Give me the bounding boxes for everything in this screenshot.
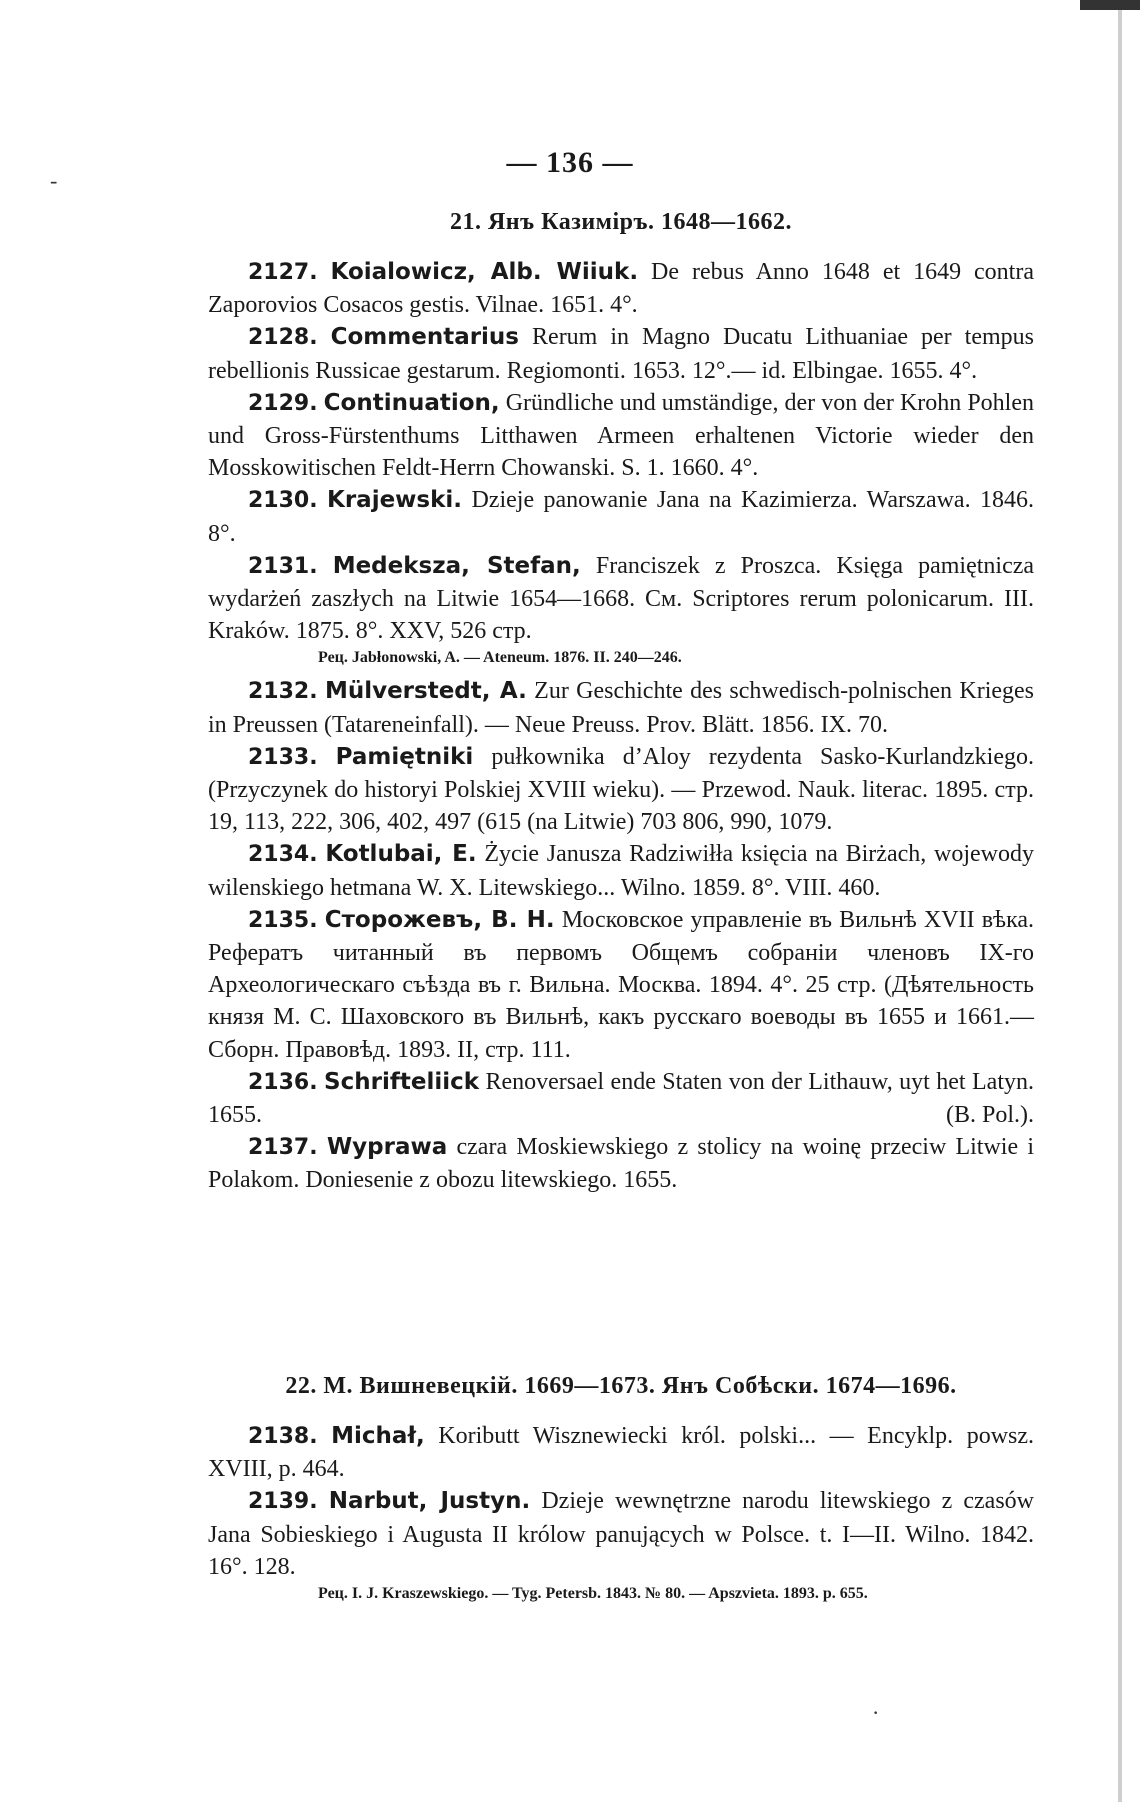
entry-2129: 2129. Continuation, Gründliche und umständige, der von der Krohn Pohlen und Gross-Fürstenthums Litthawen Armeen erhaltenen Victorie wieder den Mosskowitischen Feldt-Herrn Chowanski. S. 1. 1660. 4°. (208, 389, 1035, 482)
entry-2139: 2139. Narbut, Justyn. Dzieje wewnętrzne narodu litewskiego z czasów Jana Sobieskiego i Augusta II królow panujących w Polsce. t. I—II. Wilno. 1842. 16°. 128. (208, 1488, 1034, 1580)
entry-2137: 2137. Wyprawa czara Moskiewskiego z stolicy na woinę przeciw Litwie i Polakom. Doniesenie z obozu litewskiego. 1655. (208, 1134, 1035, 1194)
entry-2134: 2134. Kotlubai, E. Życie Janusza Radziwiłła księcia na Birżach, wojewody wilenskiego hetmana W. X. Litewskiego... Wilno. 1859. 8°. VIII. 460. (208, 841, 1034, 901)
page-edge (1118, 0, 1122, 1802)
entry-2138: 2138. Michał, Koributt Wisznewiecki król. polski... — Encyklp. powsz. XVIII, p. 464. (208, 1423, 1035, 1483)
section-21 (208, 206, 1034, 1197)
page-number: — 136 — (506, 146, 634, 179)
entry-2136: 2136. Schrifteliick Renoversael ende Staten von der Lithauw, uyt het Latyn. 1655. (B. Pol.). (208, 1066, 1034, 1131)
page-corner-shadow (1080, 0, 1140, 10)
section-22 (208, 1370, 1034, 1605)
section-heading: 22. М. Вишневецкій. 1669—1673. Янъ Собѣски. 1674—1696. (285, 1373, 957, 1399)
review-note: Рец. Jabłonowski, A. — Ateneum. 1876. II. 240—246. (318, 649, 682, 667)
entry-2127: 2127. Koialowicz, Alb. Wiiuk. De rebus Anno 1648 et 1649 contra Zaporovios Cosacos gestis. Vilnae. 1651. 4°. (208, 259, 1034, 319)
entry-2135: 2135. Сторожевъ, В. Н. Московское управленіе въ Вильнѣ XVII вѣка. Рефератъ читанный въ первомъ Общемъ собраніи членовъ IX-го Археологическаго съѣзда въ г. Вильна. Москва. 1894. 4°. 25 стр. (Дѣятельность князя М. С. Шаховского въ Вильнѣ, какъ русскаго воеводы въ 1655 и 1661.—Сборн. Правовѣд. 1893. II, стр. 111. (208, 906, 1035, 1063)
entry-2128: 2128. Commentarius Rerum in Magno Ducatu Lithuaniae per tempus rebellionis Russicae gestarum. Regiomonti. 1653. 12°.— id. Elbingae. 1655. 4°. (208, 324, 1034, 384)
source-note: (B. Pol.). (945, 1102, 1034, 1129)
entry-2131: 2131. Medeksza, Stefan, Franciszek z Proszca. Księga pamiętnicza wydarżeń zaszłych na Litwie 1654—1668. См. Scriptores rerum polonicarum. III. Kraków. 1875. 8°. XXV, 526 стр. (208, 552, 1035, 645)
entry-2130: 2130. Krajewski. Dzieje panowanie Jana na Kazimierza. Warszawa. 1846. 8°. (208, 487, 1035, 547)
stray-mark: · (872, 1700, 880, 1725)
review-note: Рец. I. J. Kraszewskiego. — Tyg. Petersb. 1843. № 80. — Apszvieta. 1893. p. 655. (318, 1585, 868, 1603)
entry-2132: 2132. Mülverstedt, A. Zur Geschichte des schwedisch-polnischen Krieges in Preussen (Tatareneinfall). — Neue Preuss. Prov. Blätt. 1856. IX. 70. (208, 678, 1035, 738)
stray-mark: ‑ (50, 168, 58, 193)
entry-2133: 2133. Pamiętniki pułkownika d’Aloy rezydenta Sasko-Kurlandzkiego. (Przyczynek do historyi Polskiej XVIII wieku). — Przewod. Nauk. literac. 1895. стр. 19, 113, 222, 306, 402, 497 (615 (na Litwie) 703 806, 990, 1079. (208, 743, 1034, 836)
section-heading: 21. Янъ Казиміръ. 1648—1662. (449, 209, 793, 235)
